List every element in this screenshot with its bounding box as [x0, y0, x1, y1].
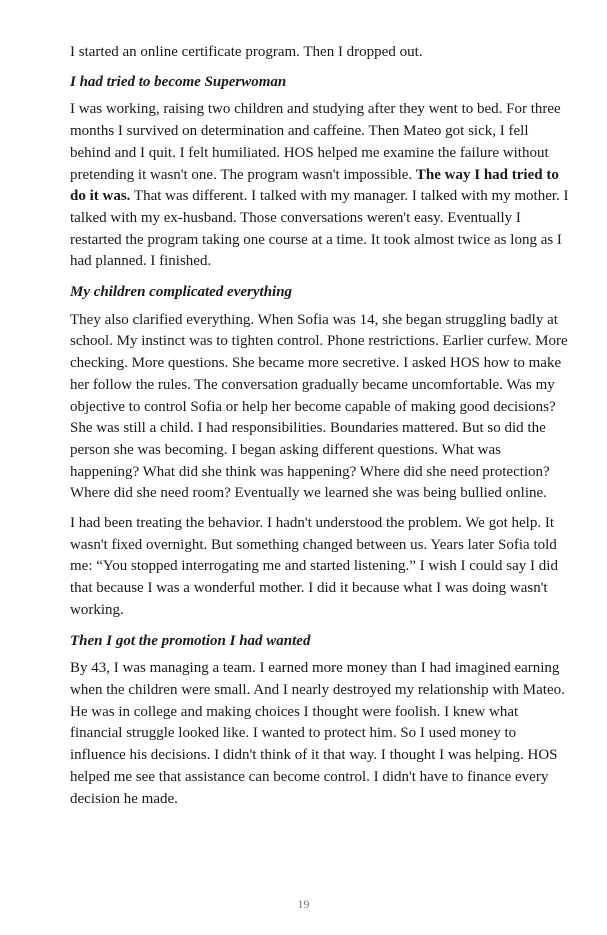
- superwoman-bold-sentence: The way I had tried to do it was.: [70, 166, 559, 205]
- children-paragraph-1: They also clarified everything. When Sofia was 14, she began struggling badly at school. My instinct was to tighten control. Phone restrictions. Earlier curfew. More checking. More questions. She became more secretive. I asked HOS how to make her follow the rules. The conversation gradually became uncomfortable. Was my objective to control Sofia or help her become capable of making good decisions? She was still a child. I had responsibilities. Boundaries mattered. But so did the person she was becoming. I began asking different questions. What was happening? What did she think was happening? Where did she need protection? Where did she need room? Eventually we learned she was being bullied online.: [70, 311, 568, 502]
- section-heading-promotion: Then I got the promotion I had wanted: [70, 632, 311, 649]
- intro-paragraph: I started an online certificate program. Then I dropped out.: [70, 44, 423, 60]
- children-paragraph-2: I had been treating the behavior. I hadn't understood the problem. We got help. It wasn't fixed overnight. But something changed between us. Years later Sofia told me: “You stopped interrogating me and started listening.” I wish I could say I did that because I was a wonderful mother. I did it because what I was doing wasn't working.: [70, 515, 558, 618]
- superwoman-text-end: That was different. I talked with my manager. I talked with my mother. I talked with my ex-husband. Those conversations weren't easy. Eventually I restarted the program taking one course at a time. It took almost twice as long as I had planned. I finished.: [70, 188, 569, 270]
- section-heading-superwoman: I had tried to become Superwoman: [70, 73, 287, 90]
- document-page: [70, 42, 570, 818]
- superwoman-text-start: I was working, raising two children and studying after they went to bed. For three months I survived on determination and caffeine. Then Mateo got sick, I fell behind and I quit. I felt humiliated. HOS helped me examine the failure without pretending it wasn't one. The program wasn't impossible.: [70, 101, 561, 183]
- promotion-paragraph: By 43, I was managing a team. I earned more money than I had imagined earning when the children were small. And I nearly destroyed my relationship with Mateo. He was in college and making choices I thought were foolish. I knew what financial struggle looked like. I wanted to protect him. So I used money to influence his decisions. I didn't think of it that way. I thought I was helping. HOS helped me see that assistance can become control. I didn't have to finance every decision he made.: [70, 660, 565, 807]
- section-heading-children: My children complicated everything: [70, 284, 293, 301]
- page-number: 19: [297, 897, 310, 911]
- superwoman-paragraph: [70, 99, 570, 273]
